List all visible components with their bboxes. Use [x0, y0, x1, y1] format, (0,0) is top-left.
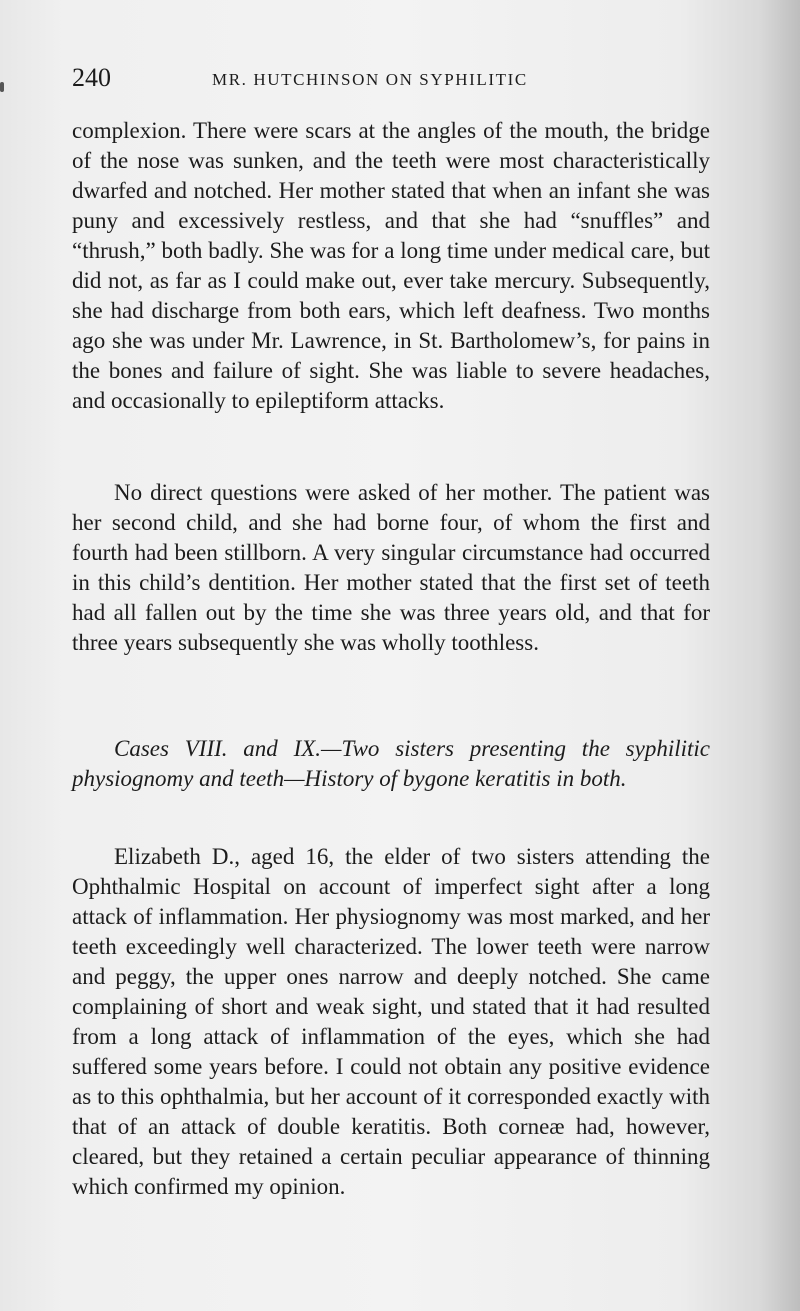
- case-heading: Cases VIII. and IX.—Two sisters presenting the syphilitic physiognomy and teeth—History of bygone keratitis in both.: [72, 736, 710, 791]
- running-head: [72, 62, 712, 94]
- paragraph-elizabeth-case: Elizabeth D., aged 16, the elder of two sisters attending the Ophthalmic Hospital on account of imperfect sight after a long attack of inflammation. Her physiognomy was most marked, and her teeth exceedingly well characterized. The lower teeth were narrow and peggy, the upper ones narrow and deeply notched. She came complaining of short and weak sight, und stated that it had resulted from a long attack of inflammation of the eyes, which she had suffered some years before. I could not obtain any positive evidence as to this ophthalmia, but her account of it corresponded exactly with that of an attack of double keratitis. Both corneæ had, however, cleared, but they retained a certain peculiar appearance of thinning which confirmed my opinion.: [72, 844, 710, 1199]
- running-head-title: MR. HUTCHINSON ON SYPHILITIC: [212, 70, 528, 89]
- page-number: 240: [72, 63, 111, 92]
- page-edge-mark: [0, 82, 4, 92]
- paragraph-case-continuation: complexion. There were scars at the angles of the mouth, the bridge of the nose was sunken, and the teeth were most characteristically dwarfed and notched. Her mother stated that when an infant she was puny and excessively restless, and that she had “snuffles” and “thrush,” both badly. She was for a long time under medical care, but did not, as far as I could make out, ever take mercury. Subsequently, she had discharge from both ears, which left deafness. Two months ago she was under Mr. Lawrence, in St. Bartholomew’s, for pains in the bones and failure of sight. She was liable to severe headaches, and occasionally to epileptiform attacks.: [72, 118, 710, 413]
- paragraph-family-history: No direct questions were asked of her mother. The patient was her second child, and she had borne four, of whom the first and fourth had been stillborn. A very singular circumstance had occurred in this child’s dentition. Her mother stated that the first set of teeth had all fallen out by the time she was three years old, and that for three years subsequently she was wholly toothless.: [72, 480, 710, 655]
